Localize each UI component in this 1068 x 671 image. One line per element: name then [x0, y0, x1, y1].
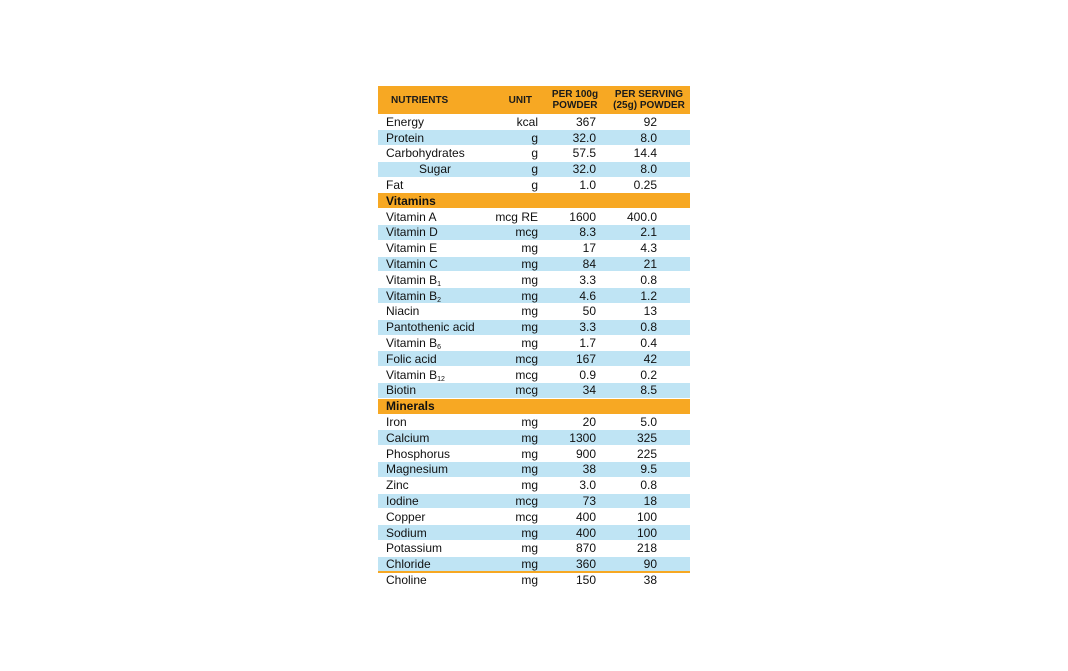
value-per-100g: 870 — [546, 541, 608, 557]
value-per-100g: 38 — [546, 462, 608, 478]
table-row — [378, 114, 690, 130]
value-per-serving: 18 — [608, 493, 690, 509]
header-unit: UNIT — [508, 94, 532, 106]
table-row — [378, 288, 690, 304]
nutrient-name — [378, 209, 486, 225]
value-per-serving: 21 — [608, 256, 690, 272]
header-per-100g-line1: PER 100g — [551, 89, 599, 100]
table-header — [378, 86, 690, 114]
value-per-100g: 4.6 — [546, 288, 608, 304]
nutrient-unit: g — [486, 146, 546, 162]
table-row — [378, 367, 690, 383]
nutrient-unit: g — [486, 161, 546, 177]
table-row — [378, 541, 690, 557]
table-row — [378, 177, 690, 193]
value-per-100g: 32.0 — [546, 161, 608, 177]
nutrient-name-text: Vitamin B — [386, 272, 438, 287]
value-per-serving: 0.2 — [608, 367, 690, 383]
value-per-serving: 4.3 — [608, 240, 690, 256]
nutrient-unit: mcg — [486, 351, 546, 367]
value-per-100g: 360 — [546, 556, 608, 572]
value-per-serving: 92 — [608, 114, 690, 130]
value-per-serving: 218 — [608, 541, 690, 557]
nutrient-name-text: Potassium — [386, 541, 443, 556]
nutrient-name-text: Vitamin A — [386, 209, 437, 224]
value-per-100g: 50 — [546, 304, 608, 320]
table-row — [378, 414, 690, 430]
value-per-serving: 0.25 — [608, 177, 690, 193]
nutrient-subscript: 2 — [437, 296, 442, 304]
value-per-serving: 14.4 — [608, 146, 690, 162]
nutrient-unit: mg — [486, 335, 546, 351]
value-per-100g: 1.0 — [546, 177, 608, 193]
nutrient-unit: mg — [486, 525, 546, 541]
table-row — [378, 161, 690, 177]
value-per-100g: 400 — [546, 525, 608, 541]
value-per-serving: 0.8 — [608, 319, 690, 335]
table-row — [378, 272, 690, 288]
nutrient-name-text: Phosphorus — [386, 446, 451, 461]
nutrient-name — [378, 225, 486, 241]
table-row — [378, 319, 690, 335]
nutrient-name — [378, 414, 486, 430]
value-per-serving: 38 — [608, 572, 690, 588]
nutrient-unit: mg — [486, 304, 546, 320]
nutrient-name-text: Vitamin B — [386, 288, 438, 303]
value-per-100g: 34 — [546, 383, 608, 399]
nutrient-name-text: Carbohydrates — [386, 146, 465, 161]
nutrient-unit: mg — [486, 430, 546, 446]
value-per-serving: 100 — [608, 509, 690, 525]
value-per-serving: 1.2 — [608, 288, 690, 304]
nutrient-subscript: 6 — [437, 344, 442, 352]
value-per-serving: 0.8 — [608, 272, 690, 288]
value-per-100g: 900 — [546, 446, 608, 462]
value-per-serving: 13 — [608, 304, 690, 320]
nutrient-name — [378, 351, 486, 367]
nutrient-unit: mg — [486, 572, 546, 588]
nutrient-name-text: Vitamin E — [386, 241, 438, 256]
table-row — [378, 556, 690, 572]
header-nutrients: NUTRIENTS — [391, 94, 449, 106]
section-minerals — [378, 398, 690, 414]
value-per-serving: 325 — [608, 430, 690, 446]
value-per-100g: 84 — [546, 256, 608, 272]
nutrient-name-text: Vitamin B — [386, 336, 438, 351]
nutrient-name-text: Calcium — [386, 430, 430, 445]
value-per-100g: 3.3 — [546, 272, 608, 288]
nutrient-unit: mg — [486, 256, 546, 272]
value-per-serving: 5.0 — [608, 414, 690, 430]
value-per-serving: 0.8 — [608, 477, 690, 493]
nutrient-unit: mcg — [486, 493, 546, 509]
nutrient-name — [378, 335, 486, 351]
nutrient-unit: mcg — [486, 225, 546, 241]
nutrient-unit: mg — [486, 462, 546, 478]
nutrient-unit: mg — [486, 240, 546, 256]
nutrient-name-text: Biotin — [386, 383, 417, 398]
nutrient-name — [378, 130, 486, 146]
header-row — [378, 86, 690, 114]
nutrient-unit: mg — [486, 319, 546, 335]
header-per-serving-line2: (25g) POWDER — [613, 100, 685, 111]
nutrient-name — [378, 383, 486, 399]
table-row — [378, 256, 690, 272]
nutrient-name-text: Protein — [386, 130, 425, 145]
nutrient-unit: mcg RE — [486, 209, 546, 225]
nutrient-name-text: Iodine — [386, 494, 419, 509]
table-row — [378, 572, 690, 588]
value-per-100g: 3.0 — [546, 477, 608, 493]
nutrient-name-text: Vitamin D — [386, 225, 438, 240]
value-per-serving: 2.1 — [608, 225, 690, 241]
nutrient-name — [378, 572, 486, 588]
nutrient-subscript: 12 — [437, 375, 445, 383]
table-row — [378, 462, 690, 478]
nutrient-unit: g — [486, 130, 546, 146]
nutrient-name — [378, 288, 486, 304]
nutrient-name — [378, 367, 486, 383]
nutrient-name — [378, 304, 486, 320]
nutrient-name — [378, 114, 486, 130]
nutrient-name — [378, 446, 486, 462]
nutrient-name — [378, 477, 486, 493]
value-per-serving: 8.0 — [608, 161, 690, 177]
header-per-100g — [546, 86, 608, 114]
value-per-serving: 42 — [608, 351, 690, 367]
nutrient-unit: mcg — [486, 367, 546, 383]
value-per-100g: 20 — [546, 414, 608, 430]
header-per-serving-line1: PER SERVING — [614, 89, 684, 100]
nutrition-facts-table — [378, 86, 690, 588]
value-per-100g: 150 — [546, 572, 608, 588]
nutrient-unit: mg — [486, 414, 546, 430]
nutrient-name — [378, 161, 486, 177]
section-vitamins — [378, 193, 690, 209]
value-per-100g: 0.9 — [546, 367, 608, 383]
nutrient-name-text: Copper — [386, 509, 426, 524]
value-per-serving: 0.4 — [608, 335, 690, 351]
nutrient-name-text: Sodium — [386, 525, 427, 540]
table-row — [378, 493, 690, 509]
nutrient-name-text: Chloride — [386, 556, 431, 571]
nutrient-name — [378, 240, 486, 256]
nutrient-name — [378, 146, 486, 162]
table-row — [378, 383, 690, 399]
nutrient-unit: mcg — [486, 383, 546, 399]
table-row — [378, 351, 690, 367]
value-per-serving: 100 — [608, 525, 690, 541]
table-row — [378, 335, 690, 351]
table-row — [378, 477, 690, 493]
nutrient-unit: mg — [486, 446, 546, 462]
value-per-100g: 8.3 — [546, 225, 608, 241]
nutrient-name — [378, 541, 486, 557]
nutrient-unit: kcal — [486, 114, 546, 130]
table-body — [378, 114, 690, 588]
value-per-100g: 1.7 — [546, 335, 608, 351]
value-per-100g: 73 — [546, 493, 608, 509]
table-row — [378, 446, 690, 462]
section-vitamins-title: Vitamins — [378, 193, 690, 209]
nutrient-name-text: Pantothenic acid — [386, 320, 475, 335]
value-per-100g: 1300 — [546, 430, 608, 446]
value-per-100g: 17 — [546, 240, 608, 256]
value-per-serving: 225 — [608, 446, 690, 462]
nutrient-name-text: Niacin — [386, 304, 420, 319]
table-row — [378, 225, 690, 241]
value-per-100g: 1600 — [546, 209, 608, 225]
nutrient-name-text: Vitamin C — [386, 257, 438, 272]
table-row — [378, 240, 690, 256]
nutrient-name-text: Sugar — [419, 162, 452, 177]
nutrient-unit: mcg — [486, 509, 546, 525]
nutrient-name — [378, 493, 486, 509]
value-per-100g: 32.0 — [546, 130, 608, 146]
nutrient-subscript: 1 — [437, 280, 442, 288]
nutrient-name — [378, 319, 486, 335]
nutrient-unit: mg — [486, 288, 546, 304]
nutrient-unit: mg — [486, 272, 546, 288]
nutrient-unit: g — [486, 177, 546, 193]
table-row — [378, 146, 690, 162]
nutrient-unit: mg — [486, 477, 546, 493]
value-per-100g: 3.3 — [546, 319, 608, 335]
nutrient-unit: mg — [486, 541, 546, 557]
header-per-serving — [608, 86, 690, 114]
nutrient-name-text: Fat — [386, 178, 404, 193]
nutrient-name-text: Choline — [386, 573, 427, 588]
nutrient-name — [378, 256, 486, 272]
table-row — [378, 525, 690, 541]
value-per-100g: 367 — [546, 114, 608, 130]
table-row — [378, 304, 690, 320]
value-per-serving: 8.0 — [608, 130, 690, 146]
value-per-serving: 400.0 — [608, 209, 690, 225]
nutrient-unit: mg — [486, 556, 546, 572]
nutrient-name — [378, 509, 486, 525]
nutrient-name-text: Magnesium — [386, 462, 449, 477]
table-row — [378, 209, 690, 225]
table-row — [378, 509, 690, 525]
header-per-100g-line2: POWDER — [552, 100, 598, 111]
value-per-100g: 57.5 — [546, 146, 608, 162]
table-row — [378, 430, 690, 446]
nutrient-name-text: Vitamin B — [386, 367, 438, 382]
nutrient-name — [378, 556, 486, 572]
nutrient-name — [378, 430, 486, 446]
nutrient-name — [378, 272, 486, 288]
value-per-100g: 167 — [546, 351, 608, 367]
nutrient-name-text: Iron — [386, 415, 407, 430]
value-per-serving: 90 — [608, 556, 690, 572]
nutrient-name-text: Zinc — [386, 478, 409, 493]
value-per-serving: 8.5 — [608, 383, 690, 399]
value-per-serving: 9.5 — [608, 462, 690, 478]
nutrient-name — [378, 177, 486, 193]
nutrient-name-text: Folic acid — [386, 351, 437, 366]
value-per-100g: 400 — [546, 509, 608, 525]
nutrient-name — [378, 525, 486, 541]
section-minerals-title: Minerals — [378, 398, 690, 414]
nutrient-name-text: Energy — [386, 114, 425, 129]
table-row — [378, 130, 690, 146]
nutrient-name — [378, 462, 486, 478]
